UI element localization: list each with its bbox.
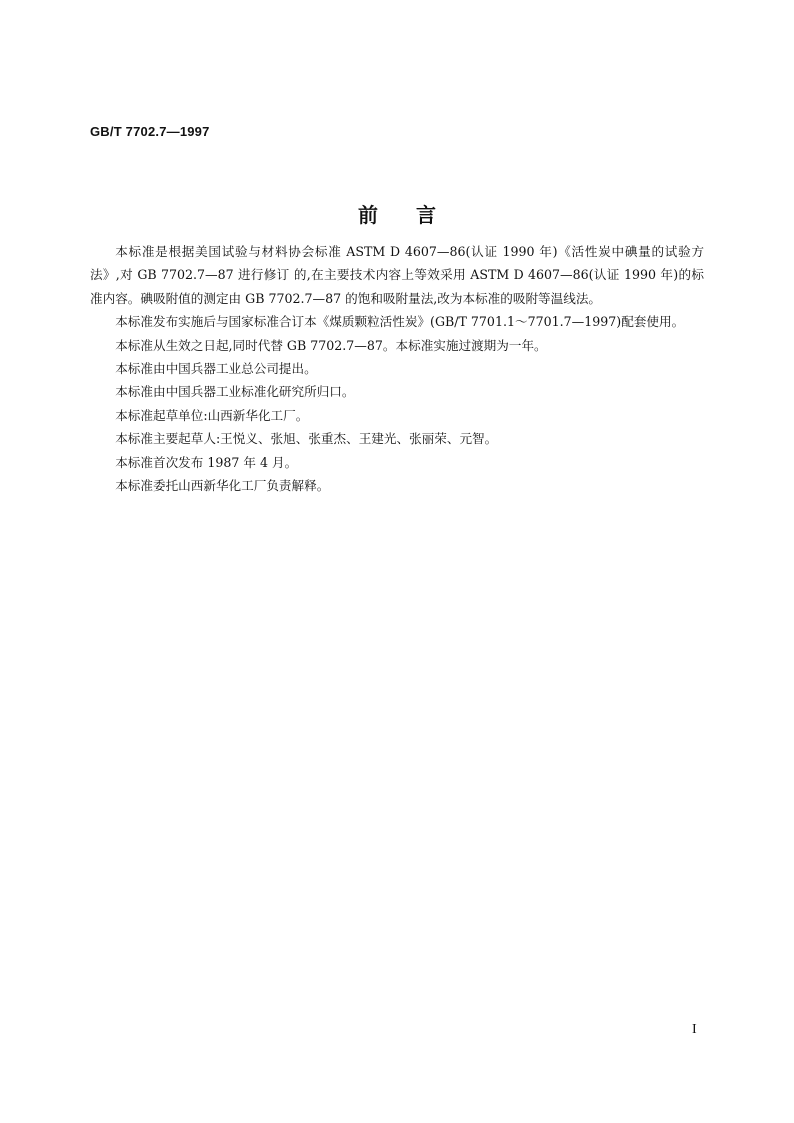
- paragraph-administrator: 本标准由中国兵器工业标准化研究所归口。: [115, 384, 355, 400]
- paragraph-effective-date: 本标准从生效之日起,同时代替 GB 7702.7—87。本标准实施过渡期为一年。: [115, 337, 547, 353]
- standard-code: GB/T 7702.7—1997: [90, 124, 210, 139]
- page-title: 前言: [358, 203, 474, 227]
- paragraph-interpretation: 本标准委托山西新华化工厂负责解释。: [115, 478, 330, 494]
- paragraph-drafting-unit: 本标准起草单位:山西新华化工厂。: [115, 407, 309, 423]
- paragraph-companion-standard: 本标准发布实施后与国家标准合订本《煤质颗粒活性炭》(GB/T 7701.1～7701.7—1997)配套使用。: [115, 314, 685, 330]
- paragraph-first-issue: 本标准首次发布 1987 年 4 月。: [115, 454, 298, 470]
- page-number: I: [692, 1022, 697, 1037]
- paragraph-revision-basis: 本标准是根据美国试验与材料协会标准 ASTM D 4607—86(认证 1990 年)《活性炭中碘量的试验方法》,对 GB 7702.7—87 进行修订 的,在主要技术内容上等效采用 ASTM D 4607—86(认证 1990 年)的标准内容。碘吸附值的测定由 GB 7702.7—87 的饱和吸附量法,改为本标准的吸附等温线法。: [90, 244, 704, 306]
- foreword-body: [90, 240, 704, 497]
- paragraph-proposer: 本标准由中国兵器工业总公司提出。: [115, 361, 317, 377]
- paragraph-drafters: 本标准主要起草人:王悦义、张旭、张重杰、王建光、张丽荣、元智。: [115, 431, 498, 447]
